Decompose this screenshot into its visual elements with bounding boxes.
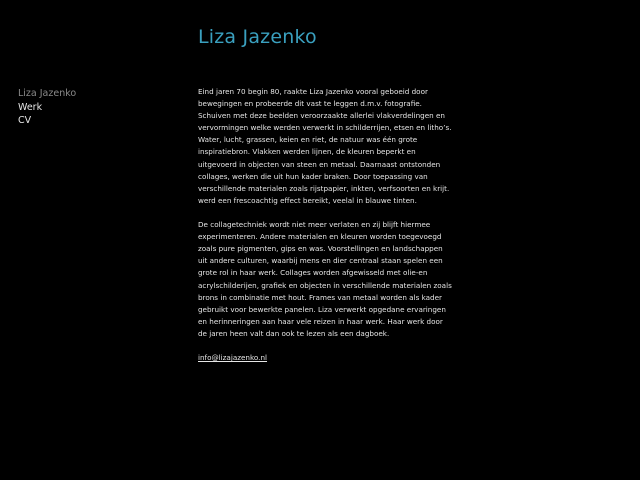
- email-link[interactable]: info@lizajazenko.nl: [198, 353, 268, 363]
- main-content: [198, 86, 452, 376]
- main-navigation: [18, 87, 138, 128]
- contact-line: [198, 352, 452, 364]
- bio-paragraph-2: De collagetechniek wordt niet meer verlaten en zij blijft hiermee experimenteren. Andere materialen en kleuren worden toegevoegd zoals pure pigmenten, gips en was. Voorstellingen en landschappen uit andere culturen, waarbij mens en dier centraal staan spelen een grote rol in haar werk. Collages worden afgewisseld met olie-en acrylschilderijen, grafiek en objecten in verschillende materialen zoals brons in combinatie met hout. Frames van metaal worden als kader gebruikt voor bewerkte panelen. Liza verwerkt opgedane ervaringen en herinneringen aan haar vele reizen in haar werk. Haar werk door de jaren heen valt dan ook te lezen als een dagboek.: [198, 220, 452, 338]
- bio-paragraph-1: Eind jaren 70 begin 80, raakte Liza Jazenko vooral geboeid door bewegingen en probeerde dit vast te leggen d.m.v. fotografie. Schuiven met deze beelden veroorzaakte allerlei vlakverdelingen en vervormingen welke werden verwerkt in schilderrijen, etsen en litho’s. Water, lucht, grassen, keien en riet, de natuur was één grote inspiratiebron. Vlakken werden lijnen, de kleuren beperkt en uitgevoerd in objecten van steen en metaal. Daarnaast ontstonden collages, werken die uit hun kader braken. Door toepassing van verschillende materialen zoals rijstpapier, inkten, verfsoorten en krijt. werd een frescoachtig effect bereikt, veelal in blauwe tinten.: [198, 87, 452, 205]
- nav-item-werk[interactable]: Werk: [18, 101, 43, 113]
- nav-item-cv[interactable]: CV: [18, 115, 32, 126]
- nav-item-liza-jazenko[interactable]: Liza Jazenko: [18, 88, 77, 99]
- site-title: Liza Jazenko: [198, 26, 317, 48]
